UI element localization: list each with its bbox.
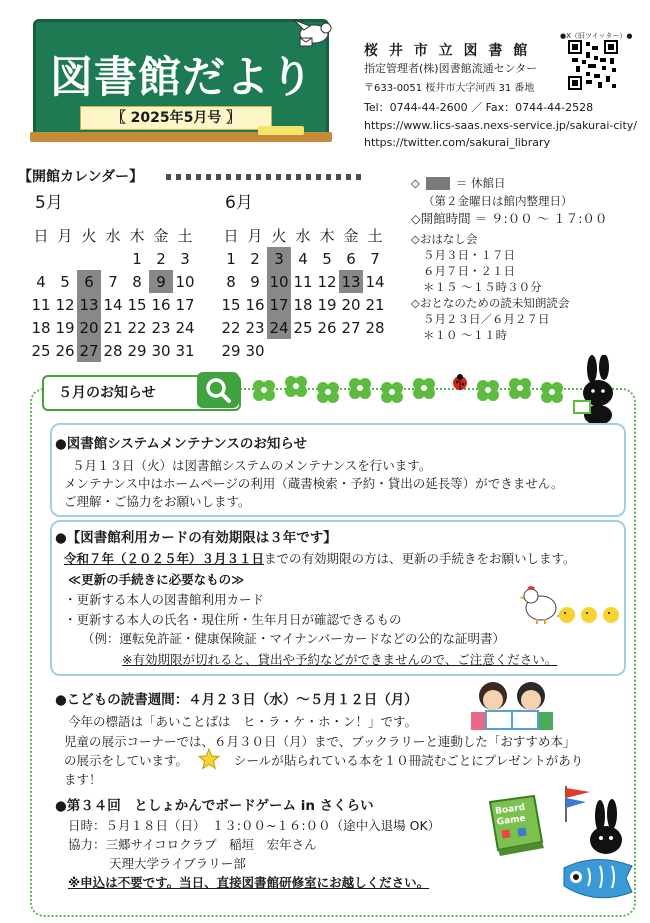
calendar-heading: 【開館カレンダー】: [18, 169, 144, 185]
calendar-day: 22: [127, 318, 147, 337]
calendar-day: 29: [221, 341, 241, 360]
calendar-blank: [315, 339, 339, 362]
calendar-day: 7: [108, 272, 118, 291]
calendar-blank: [267, 339, 291, 362]
calendar-day: 19: [317, 295, 337, 314]
reading-event-time: ＊１０ ～１１時: [423, 328, 508, 342]
calendar-day: 8: [132, 272, 142, 291]
koinobori-rabbit-icon: [556, 782, 636, 910]
rooster-icon: [517, 582, 561, 624]
calendar-day-closed: 20: [77, 316, 101, 339]
calendar-day: 17: [175, 295, 195, 314]
calendar-blank: [29, 247, 53, 270]
rabbit-reading-icon: [572, 355, 622, 425]
reading-week-line-1: 今年の標語は「あいことばは ヒ・ラ・ケ・ホ・ン！」です。: [68, 714, 418, 729]
weekday-header: 火: [271, 227, 287, 245]
calendar-week: [29, 247, 197, 270]
calendar-day: 4: [298, 249, 308, 268]
required-item-card: ・更新する本人の図書館利用カード: [64, 592, 265, 607]
required-items-heading: ≪更新の手続きに必要なもの≫: [68, 572, 245, 587]
closed-prefix: ◇: [411, 176, 420, 190]
storytime-time: ＊１５ ～１５時３０分: [423, 280, 542, 294]
boardgame-cooperation-2: 天理大学ライブラリー部: [109, 856, 246, 871]
calendar-day: 5: [322, 249, 332, 268]
calendar-day: 27: [341, 318, 361, 337]
calendar-day-closed: 17: [267, 293, 291, 316]
calendar-blank: [77, 247, 101, 270]
reading-event-dates: ５月２３日／６月２７日: [423, 312, 550, 326]
issue-label: 〖 2025年5月号 〗: [80, 106, 272, 130]
calendar-week: [219, 339, 387, 362]
star-icon: [198, 748, 220, 770]
weekday-header: 水: [105, 227, 121, 245]
library-phone: Tel：0744-44-2600 ／ Fax：0744-44-2528: [364, 101, 594, 114]
calendar-day: 12: [55, 295, 75, 314]
calendar-may: [29, 224, 197, 362]
closed-note: （第２金曜日は館内整理日）: [423, 194, 573, 208]
expiry-date-rest: までの有効期限の方は、更新の手続きをお願いします。: [264, 551, 576, 566]
storytime-dates-may: ５月３日・１７日: [423, 248, 515, 262]
weekday-header: 土: [367, 227, 383, 245]
calendar-day-closed: 13: [339, 270, 363, 293]
board-game-box-label: Board Game: [494, 802, 527, 828]
calendar-day: 21: [365, 295, 385, 314]
maintenance-line-1: ５月１３日（火）は図書館システムのメンテナンスを行います。: [72, 458, 432, 473]
calendar-day-closed: 24: [267, 316, 291, 339]
storytime-dates-june: ６月７日・２１日: [423, 264, 515, 278]
calendar-week: [29, 316, 197, 339]
weekday-header: 土: [177, 227, 193, 245]
closed-day-swatch: [426, 177, 450, 190]
clover-garland-icon: [248, 372, 566, 408]
reading-week-line-4: ます！: [64, 772, 102, 787]
calendar-day: 20: [341, 295, 361, 314]
calendar-week: [29, 270, 197, 293]
dotted-divider: [166, 174, 364, 180]
calendar-day-closed: 9: [149, 270, 173, 293]
calendar-blank: [339, 339, 363, 362]
calendar-day: 15: [221, 295, 241, 314]
maintenance-title: ●図書館システムメンテナンスのお知らせ: [55, 436, 307, 452]
weekday-header: 月: [247, 227, 263, 245]
calendar-day: 23: [151, 318, 171, 337]
weekday-header: 金: [153, 227, 169, 245]
calendar-day: 19: [55, 318, 75, 337]
calendar-day: 2: [156, 249, 166, 268]
storytime-title: ◇おはなし会: [411, 232, 478, 246]
weekday-header: 日: [223, 227, 239, 245]
calendar-day-closed: 13: [77, 293, 101, 316]
ladybug-icon: [452, 374, 468, 390]
calendar-blank: [291, 339, 315, 362]
calendar-day: 26: [55, 341, 75, 360]
calendar-day: 11: [293, 272, 313, 291]
weekday-header: 木: [129, 227, 145, 245]
calendar-day: 30: [151, 341, 171, 360]
library-website-link[interactable]: https://www.lics-saas.nexs-service.jp/sakurai-city/: [364, 119, 638, 132]
calendar-day: 28: [103, 341, 123, 360]
calendar-day-closed: 6: [77, 270, 101, 293]
weekday-header: 火: [81, 227, 97, 245]
calendar-day: 25: [31, 341, 51, 360]
reading-week-line-3a: の展示をしています。: [64, 753, 189, 768]
x-account-label: ●X（旧ツイッター）●: [560, 32, 633, 40]
calendar-week: [29, 293, 197, 316]
library-twitter-link[interactable]: https://twitter.com/sakurai_library: [364, 136, 551, 149]
required-item-id: ・更新する本人の氏名・現住所・生年月日が確認できるもの: [64, 612, 402, 627]
calendar-day: 24: [175, 318, 195, 337]
weekday-header: 金: [343, 227, 359, 245]
calendar-day: 3: [180, 249, 190, 268]
calendar-blank: [363, 339, 387, 362]
calendar-day: 5: [60, 272, 70, 291]
maintenance-line-3: ご理解・ご協力をお願いします。: [64, 494, 251, 509]
calendar-day: 18: [31, 318, 51, 337]
calendar-day: 12: [317, 272, 337, 291]
calendar-day: 21: [103, 318, 123, 337]
chalk-icon: [258, 126, 304, 135]
weekday-header: 水: [295, 227, 311, 245]
dove-icon: [290, 14, 334, 50]
calendar-june: [219, 224, 387, 362]
calendar-blank: [101, 247, 125, 270]
library-info: [411, 175, 641, 343]
month-label-may: 5月: [35, 193, 63, 213]
expiry-date-emphasis: 令和７年（２０２５年）３月３１日: [64, 551, 265, 566]
calendar-day-closed: 27: [77, 339, 101, 362]
calendar-day: 7: [370, 249, 380, 268]
calendar-day: 8: [226, 272, 236, 291]
calendar-day: 6: [346, 249, 356, 268]
calendar-day: 22: [221, 318, 241, 337]
search-icon: [197, 372, 239, 408]
board-game-box-icon: [484, 792, 548, 858]
month-label-june: 6月: [225, 193, 253, 213]
calendar-day: 4: [36, 272, 46, 291]
boardgame-datetime: 日時：５月１８日（日） １３:００~１６:００（途中入退場 OK）: [68, 818, 441, 833]
boardgame-title: ●第３４回 としょかんでボードゲーム in さくらい: [55, 798, 374, 814]
calendar-day: 1: [132, 249, 142, 268]
opening-hours: ◇開館時間 ＝ ９:００ ～ １７:００: [411, 211, 608, 226]
required-item-examples: （例：運転免許証・健康保険証・マイナンバーカードなどの公的な証明書）: [82, 631, 506, 646]
calendar-day: 9: [250, 272, 260, 291]
boardgame-cooperation: 協力：三郷サイコロクラブ 稲垣 宏年さん: [68, 837, 317, 852]
calendar-day: 29: [127, 341, 147, 360]
expiry-warning: ※有効期限が切れると、貸出や予約などができませんので、ご注意ください。: [122, 652, 558, 667]
calendar-day: 16: [151, 295, 171, 314]
calendar-day: 25: [293, 318, 313, 337]
calendar-week: [29, 339, 197, 362]
closed-day-label: ＝ 休館日: [455, 176, 506, 190]
calendar-blank: [53, 247, 77, 270]
newsletter-title: 図書館だより: [50, 53, 314, 103]
calendar-day: 11: [31, 295, 51, 314]
calendar-week: [219, 316, 387, 339]
maintenance-line-2: メンテナンス中はホームページの利用（蔵書検索・予約・貸出の延長等）ができません。: [64, 476, 564, 491]
calendar-day: 28: [365, 318, 385, 337]
calendar-day: 14: [365, 272, 385, 291]
weekday-header: 木: [319, 227, 335, 245]
boardgame-note: ※申込は不要です。当日、直接図書館研修室にお越しください。: [68, 875, 430, 890]
reading-week-line-3b: シールが貼られている本を１０冊読むごとにプレゼントがあり: [234, 753, 584, 768]
reading-week-line-3: [64, 751, 583, 769]
chicks-icon: [557, 600, 621, 626]
calendar-day: 23: [245, 318, 265, 337]
library-manager: 指定管理者(株)図書館流通センター: [364, 62, 538, 75]
calendar-day: 26: [317, 318, 337, 337]
reading-event-title: ◇おとなのための読未知朗読会: [411, 296, 570, 310]
calendar-day-closed: 3: [267, 247, 291, 270]
card-expiry-title: ●【図書館利用カードの有効期限は３年です】: [55, 530, 337, 546]
kids-reading-icon: [467, 678, 559, 734]
calendar-day: 1: [226, 249, 236, 268]
reading-week-title: ●こどもの読書週間：４月２３日（水）～５月１２日（月）: [55, 692, 418, 708]
calendar-day: 10: [175, 272, 195, 291]
card-expiry-line-1: [64, 549, 576, 567]
calendar-week: [219, 270, 387, 293]
calendar-day: 30: [245, 341, 265, 360]
library-address: 〒633-0051 桜井市大字河西 31 番地: [364, 83, 535, 94]
calendar-day: 15: [127, 295, 147, 314]
calendar-day-closed: 10: [267, 270, 291, 293]
calendar-week: [219, 247, 387, 270]
calendar-day: 18: [293, 295, 313, 314]
calendar-day: 31: [175, 341, 195, 360]
notice-tab-label: ５月のお知らせ: [58, 385, 156, 401]
calendar-day: 14: [103, 295, 123, 314]
calendar-day: 16: [245, 295, 265, 314]
library-name: 桜 井 市 立 図 書 館: [364, 43, 531, 59]
reading-week-line-2: 児童の展示コーナーでは、６月３０日（月）まで、ブックラリーと連動した「おすすめ本」: [64, 734, 576, 749]
weekday-header: 日: [33, 227, 49, 245]
qr-code-icon[interactable]: [568, 40, 618, 90]
calendar-day: 2: [250, 249, 260, 268]
weekday-header: 月: [57, 227, 73, 245]
calendar-week: [219, 293, 387, 316]
